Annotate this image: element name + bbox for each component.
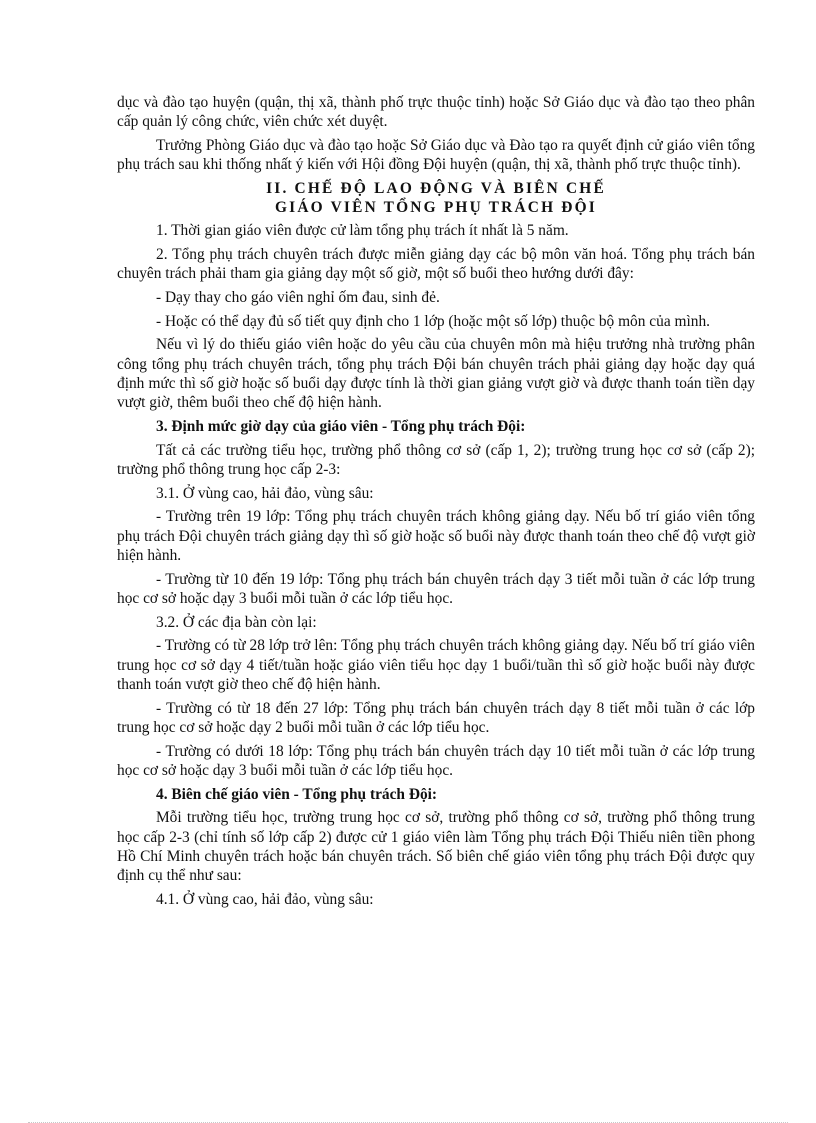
item-3-heading: 3. Định mức giờ dạy của giáo viên - Tổng phụ trách Đội: xyxy=(156,417,526,435)
item-2c: Nếu vì lý do thiếu giáo viên hoặc do yêu cầu của chuyên môn mà hiệu trưởng nhà trường phân công tổng phụ trách chuyên trách, tổng phụ trách Đội bán chuyên trách phải giảng dạy hoặc dạy quá định mức thì số giờ hoặc số buổi dạy được tính là thời gian giảng vượt giờ và được thanh toán tiền dạy vượt giờ, thêm buổi theo chế độ hiện hành. xyxy=(117,336,755,411)
section-heading-line2: GIÁO VIÊN TỔNG PHỤ TRÁCH ĐỘI xyxy=(274,199,597,216)
item-2b: - Hoặc có thể dạy đủ số tiết quy định cho 1 lớp (hoặc một số lớp) thuộc bộ môn của mình. xyxy=(156,312,710,330)
item-3-intro: Tất cả các trường tiểu học, trường phổ thông cơ sở (cấp 1, 2); trường trung học cơ sở (cấp 2); trường phổ thông trung học cấp 2-3: xyxy=(117,441,755,478)
item-3-1a: - Trường trên 19 lớp: Tổng phụ trách chuyên trách không giảng dạy. Nếu bố trí giáo viên tổng phụ trách Đội chuyên trách giảng dạy thì số giờ hoặc số buổi này được thanh toán theo chế độ vượt giờ hiện hành. xyxy=(117,508,755,564)
item-3-2: 3.2. Ở các địa bàn còn lại: xyxy=(156,613,317,631)
item-3-2c: - Trường có dưới 18 lớp: Tổng phụ trách bán chuyên trách dạy 10 tiết mỗi tuần ở các lớp trung học cơ sở hoặc dạy 3 buổi mỗi tuần ở các lớp tiểu học. xyxy=(117,742,755,779)
section-heading-line1: II. CHẾ ĐỘ LAO ĐỘNG VÀ BIÊN CHẾ xyxy=(266,180,606,197)
paragraph-continuation: dục và đào tạo huyện (quận, thị xã, thành phố trực thuộc tỉnh) hoặc Sở Giáo dục và đào tạo theo phân cấp quản lý công chức, viên chức xét duyệt. xyxy=(117,94,755,131)
item-1: 1. Thời gian giáo viên được cử làm tổng phụ trách ít nhất là 5 năm. xyxy=(156,222,569,239)
section-heading xyxy=(117,179,755,217)
item-2: 2. Tổng phụ trách chuyên trách được miễn giảng dạy các bộ môn văn hoá. Tổng phụ trách bán chuyên trách phải tham gia giảng dạy một số giờ, một số buổi theo hướng dưới đây: xyxy=(117,245,755,282)
item-2a: - Dạy thay cho gáo viên nghỉ ốm đau, sinh đẻ. xyxy=(156,288,440,306)
item-4-1: 4.1. Ở vùng cao, hải đảo, vùng sâu: xyxy=(156,890,374,908)
item-4-intro: Mỗi trường tiểu học, trường trung học cơ sở, trường phổ thông cơ sở, trường phổ thông trung học cấp 2-3 (chỉ tính số lớp cấp 2) được cử 1 giáo viên làm Tổng phụ trách Đội Thiếu niên tiền phong Hồ Chí Minh chuyên trách hoặc bán chuyên trách. Số biên chế giáo viên tổng phụ trách Đội được quy định cụ thể như sau: xyxy=(117,809,755,884)
document-body xyxy=(117,93,755,914)
item-3-2a: - Trường có từ 28 lớp trở lên: Tổng phụ trách chuyên trách không giảng dạy. Nếu bố trí giáo viên trung học cơ sở dạy 4 tiết/tuần hoặc giáo viên tiểu học dạy 1 buổi/tuần thì số giờ hoặc buổi này được thanh toán vượt giờ theo chế độ hiện hành. xyxy=(117,637,755,693)
item-4-heading: 4. Biên chế giáo viên - Tổng phụ trách Đội: xyxy=(156,785,438,803)
item-3-2b: - Trường có từ 18 đến 27 lớp: Tổng phụ trách bán chuyên trách dạy 8 tiết mỗi tuần ở các lớp trung học cơ sở hoặc dạy 2 buổi mỗi tuần ở các lớp tiểu học. xyxy=(117,699,755,736)
paragraph-appointment: Trưởng Phòng Giáo dục và đào tạo hoặc Sở Giáo dục và Đào tạo ra quyết định cử giáo viên tổng phụ trách sau khi thống nhất ý kiến với Hội đồng Đội huyện (quận, thị xã, thành phố trực thuộc tỉnh). xyxy=(117,137,755,174)
item-3-1b: - Trường từ 10 đến 19 lớp: Tổng phụ trách bán chuyên trách dạy 3 tiết mỗi tuần ở các lớp trung học cơ sở hoặc dạy 3 buổi mỗi tuần ở các lớp tiểu học. xyxy=(117,570,755,607)
item-3-1: 3.1. Ở vùng cao, hải đảo, vùng sâu: xyxy=(156,484,374,502)
